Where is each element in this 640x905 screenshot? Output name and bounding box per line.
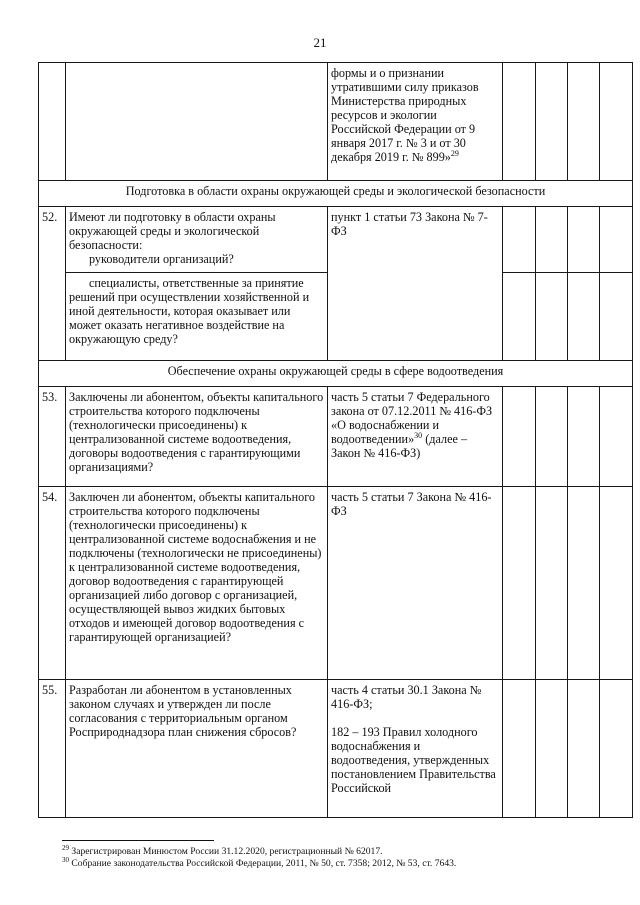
- cell-question: [66, 273, 328, 361]
- cell-answer-no: [536, 207, 568, 273]
- checklist-table: [38, 62, 633, 818]
- row-number: 52.: [39, 207, 66, 361]
- cell-answer-yes: [503, 487, 536, 680]
- cell-note: [600, 63, 633, 181]
- footnote-29: [62, 843, 622, 858]
- reference-text: формы и о признании утратившими силу приказов Министерства природных ресурсов и экологии Российской Федерации от 9 января 2017 г. № 3 и от 30 декабря 2019 г. № 899»: [331, 66, 479, 164]
- reference-text-cont: (далее – Закон № 416-ФЗ): [331, 432, 468, 460]
- cell-answer-yes: [503, 63, 536, 181]
- footnote-mark: 30: [62, 855, 69, 864]
- cell-question: [66, 207, 328, 273]
- reference-text: часть 5 статьи 7 Федерального закона от 07.12.2011 № 416-ФЗ «О водоснабжении и водоотведении»: [331, 390, 493, 446]
- cell-question: Заключены ли абонентом, объекты капитального строительства которого подключены (технологически присоединены) к централизованной системе водоотведения, договоры водоотведения с гарантирующими организациями?: [66, 387, 328, 487]
- footnote-30: [62, 855, 622, 870]
- section-title-water: Обеспечение охраны окружающей среды в сфере водоотведения: [39, 361, 633, 387]
- cell-answer-no: [536, 387, 568, 487]
- footnote-divider: [62, 840, 214, 841]
- footnote-mark: 29: [62, 843, 69, 852]
- cell-num: [39, 63, 66, 181]
- row-number: 54.: [39, 487, 66, 680]
- table-row-continued: [39, 63, 633, 181]
- cell-answer-na: [568, 680, 600, 818]
- cell-answer-no: [536, 273, 568, 361]
- table-row-53: [39, 387, 633, 487]
- cell-question: Разработан ли абонентом в установленных законом случаях и утвержден ли после согласования с территориальным органом Росприроднадзора план снижения сбросов?: [66, 680, 328, 818]
- cell-reference: [328, 680, 503, 818]
- table-row-55: [39, 680, 633, 818]
- cell-note: [600, 487, 633, 680]
- reference-text: часть 4 статьи 30.1 Закона № 416-ФЗ;: [331, 683, 482, 711]
- cell-answer-na: [568, 273, 600, 361]
- cell-answer-yes: [503, 273, 536, 361]
- question-text: Имеют ли подготовку в области охраны окружающей среды и экологической безопасности:: [69, 210, 276, 252]
- section-header-row: [39, 181, 633, 207]
- cell-answer-na: [568, 487, 600, 680]
- footnote-text: Зарегистрирован Минюстом России 31.12.2020, регистрационный № 62017.: [69, 846, 383, 857]
- row-number: 53.: [39, 387, 66, 487]
- cell-question: Заключен ли абонентом, объекты капитального строительства которого подключены (технологически присоединены) к централизованной системе водоснабжения и не подключены (технологически не присоединены) к централизованной системе водоотведения, договор водоотведения с гарантирующей организацией либо договор с организацией, осуществляющей вывоз жидких бытовых отходов и имеющей договор водоотведения с гарантирующей организацией?: [66, 487, 328, 680]
- cell-answer-yes: [503, 680, 536, 818]
- cell-answer-no: [536, 487, 568, 680]
- cell-reference: часть 5 статьи 7 Закона № 416-ФЗ: [328, 487, 503, 680]
- cell-note: [600, 680, 633, 818]
- table-row-54: [39, 487, 633, 680]
- section-header-row: [39, 361, 633, 387]
- footnotes: [62, 843, 622, 870]
- cell-note: [600, 207, 633, 273]
- cell-answer-na: [568, 207, 600, 273]
- cell-answer-na: [568, 63, 600, 181]
- question-subitem: руководители организаций?: [89, 252, 234, 266]
- cell-reference: [328, 63, 503, 181]
- cell-answer-no: [536, 63, 568, 181]
- question-subitem: специалисты, ответственные за принятие решений при осуществлении хозяйственной и иной деятельности, которая оказывает или может оказать негативное воздействие на окружающую среду?: [69, 276, 310, 346]
- row-number: 55.: [39, 680, 66, 818]
- cell-answer-no: [536, 680, 568, 818]
- table-row-52: [39, 207, 633, 273]
- cell-question: [66, 63, 328, 181]
- cell-reference: [328, 387, 503, 487]
- footnote-mark: 29: [450, 148, 459, 158]
- reference-text-cont: 182 – 193 Правил холодного водоснабжения и водоотведения, утвержденных постановлением Правительства Российской: [331, 725, 496, 795]
- cell-answer-yes: [503, 387, 536, 487]
- cell-reference: пункт 1 статьи 73 Закона № 7-ФЗ: [328, 207, 503, 361]
- footnote-text: Собрание законодательства Российской Федерации, 2011, № 50, ст. 7358; 2012, № 53, ст. 7643.: [69, 858, 457, 869]
- cell-note: [600, 273, 633, 361]
- footnote-mark: 30: [414, 430, 423, 440]
- cell-note: [600, 387, 633, 487]
- cell-answer-yes: [503, 207, 536, 273]
- section-title-training: Подготовка в области охраны окружающей среды и экологической безопасности: [39, 181, 633, 207]
- page-number: 21: [313, 35, 327, 50]
- cell-answer-na: [568, 387, 600, 487]
